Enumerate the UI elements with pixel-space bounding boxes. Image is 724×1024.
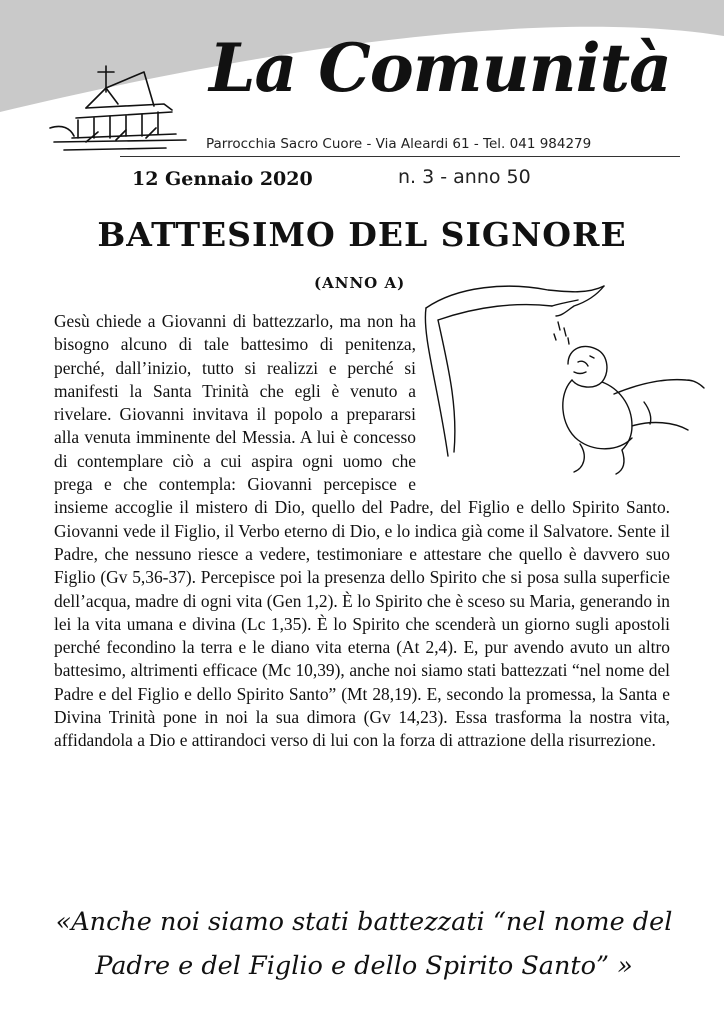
- church-icon: [46, 58, 196, 158]
- issue-number: n. 3 - anno 50: [398, 166, 531, 188]
- pull-quote: «Anche noi siamo stati battezzati “nel nome del Padre e del Figlio e dello Spirito Santo” »: [55, 907, 673, 981]
- parish-address: Parrocchia Sacro Cuore - Via Aleardi 61 - Tel. 041 984279: [206, 136, 592, 152]
- header-rule: [120, 156, 680, 157]
- article-title: BATTESIMO DEL SIGNORE: [97, 215, 627, 254]
- liturgical-year: (ANNO A): [314, 274, 406, 292]
- masthead-title: La Comunità: [209, 29, 671, 107]
- issue-date: 12 Gennaio 2020: [132, 168, 313, 190]
- illustration-space: [416, 310, 670, 496]
- article-body: [54, 310, 670, 753]
- article-text: Gesù chiede a Giovanni di battezzarlo, ma non ha bisogno alcuno di tale battesimo di penitenza, perché, dall’inizio, tutto si realizzi e perché si manifesti la Santa Trinità che egli è venuto a rivelare. Giovanni invitava il popolo a prepararsi alla venuta imminente del Messia. A lui è concesso di contemplare ciò a cui aspira ogni uomo che prega e che contempla: Giovanni percepisce e insieme accoglie il mistero di Dio, quello del Padre, del Figlio e dello Spirito Santo. Giovanni vede il Figlio, il Verbo eterno di Dio, e lo indica già come il Salvatore. Sente il Padre, che nessuno riesce a vedere, testimoniare e attestare che quello è davvero suo Figlio (Gv 5,36-37). Percepisce poi la presenza dello Spirito che si posa sulla superficie dell’acqua, madre di ogni vita (Gen 1,2). È lo Spirito che è sceso su Maria, generando in lei la vita umana e divina (Lc 1,35). È lo Spirito che scenderà un giorno sugli apostoli perché fecondino la terra e le diano vita eterna (At 2,4). E, pur avendo avuto un altro battesimo, altrimenti efficace (Mc 10,39), anche noi siamo stati battezzati “nel nome del Padre e del Figlio e dello Spirito Santo” (Mt 28,19). E, secondo la promessa, la Santa e Divina Trinità pone in noi la sua dimora (Gv 14,23). Essa trasforma la nostra vita, affidandola a Dio e attirandoci verso di lui con la forza di attrazione della risurrezione.: [54, 311, 670, 751]
